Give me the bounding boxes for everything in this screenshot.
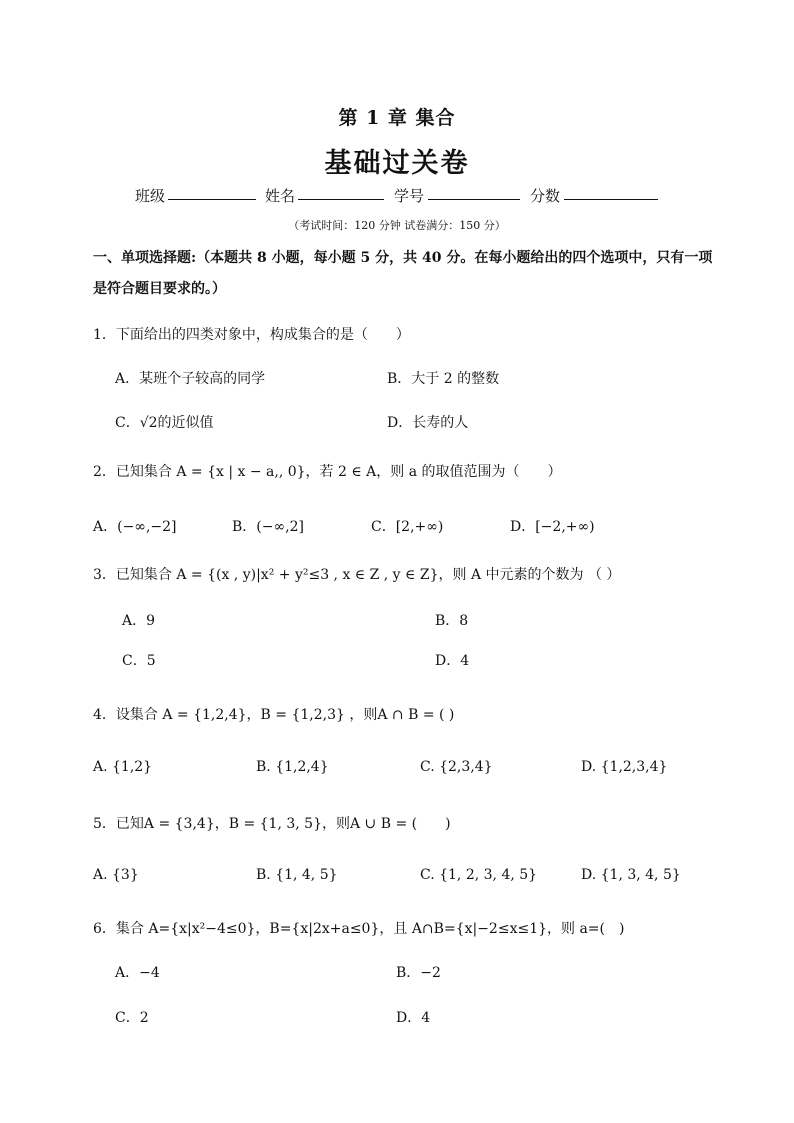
question-1-option-d: D．长寿的人 (387, 415, 469, 431)
paper-title: 基础过关卷 (324, 148, 470, 179)
question-4-stem: 4．设集合 A = {1,2,4}，B = {1,2,3} ，则A ∩ B = ( ) (93, 707, 455, 723)
class-label: 班级 (135, 187, 166, 205)
score-label: 分数 (530, 187, 561, 205)
exam-info: （考试时间：120 分钟 试卷满分：150 分） (288, 219, 506, 232)
question-6-option-d: D．4 (396, 1010, 431, 1026)
question-4-option-a: A. {1,2} (93, 759, 153, 775)
question-3-stem: 3．已知集合 A = {(x , y)|x² + y²≤3 , x ∈ Z , y ∈ Z}，则 A 中元素的个数为 （ ） (93, 567, 621, 583)
question-2-option-b: B．(−∞,2] (232, 519, 304, 535)
question-3-option-b: B．8 (435, 613, 469, 629)
question-5-option-a: A. {3} (93, 867, 139, 883)
question-6-option-b: B．−2 (396, 965, 441, 981)
question-2-option-c: C．[2,+∞) (371, 519, 444, 535)
chapter-heading: 第 1 章 集合 (338, 107, 456, 129)
question-6-option-c: C．2 (115, 1010, 149, 1026)
question-1-option-c: C．√2的近似值 (115, 415, 214, 431)
question-2-option-d: D．[−2,+∞) (510, 519, 595, 535)
question-5-stem: 5．已知A = {3,4}，B = {1, 3, 5}，则A ∪ B = ( ) (93, 816, 451, 832)
student-id-blank[interactable] (428, 185, 520, 200)
question-4-option-c: C. {2,3,4} (420, 759, 493, 775)
question-5-option-c: C. {1, 2, 3, 4, 5} (420, 867, 538, 883)
question-6-option-a: A．−4 (115, 965, 160, 981)
score-blank[interactable] (564, 185, 658, 200)
question-4-option-d: D. {1,2,3,4} (581, 759, 668, 775)
question-1-stem: 1．下面给出的四类对象中，构成集合的是（ ） (93, 327, 410, 343)
question-1-option-b: B．大于 2 的整数 (387, 371, 500, 387)
section-heading-line1: 一、单项选择题:（本题共 8 小题，每小题 5 分，共 40 分。在每小题给出的四个选项中，只有一项 (93, 250, 713, 266)
question-3-option-c: C．5 (122, 653, 156, 669)
question-1-option-a: A．某班个子较高的同学 (115, 371, 266, 387)
question-2-option-a: A．(−∞,−2] (93, 519, 177, 535)
name-label: 姓名 (265, 187, 296, 205)
question-5-option-d: D. {1, 3, 4, 5} (581, 867, 681, 883)
question-5-option-b: B. {1, 4, 5} (256, 867, 338, 883)
question-3-option-a: A．9 (122, 613, 156, 629)
question-3-option-d: D．4 (435, 653, 470, 669)
name-blank[interactable] (298, 185, 384, 200)
class-blank[interactable] (168, 185, 256, 200)
section-heading-line2: 是符合题目要求的。） (93, 281, 226, 297)
student-id-label: 学号 (394, 187, 425, 205)
question-4-option-b: B. {1,2,4} (256, 759, 329, 775)
question-6-stem: 6．集合 A={x|x²−4≤0}，B={x|2x+a≤0}，且 A∩B={x|−2≤x≤1}，则 a=( ) (93, 921, 625, 937)
question-2-stem: 2．已知集合 A = {x | x − a,, 0}，若 2 ∈ A，则 a 的取值范围为（ ） (93, 464, 562, 480)
